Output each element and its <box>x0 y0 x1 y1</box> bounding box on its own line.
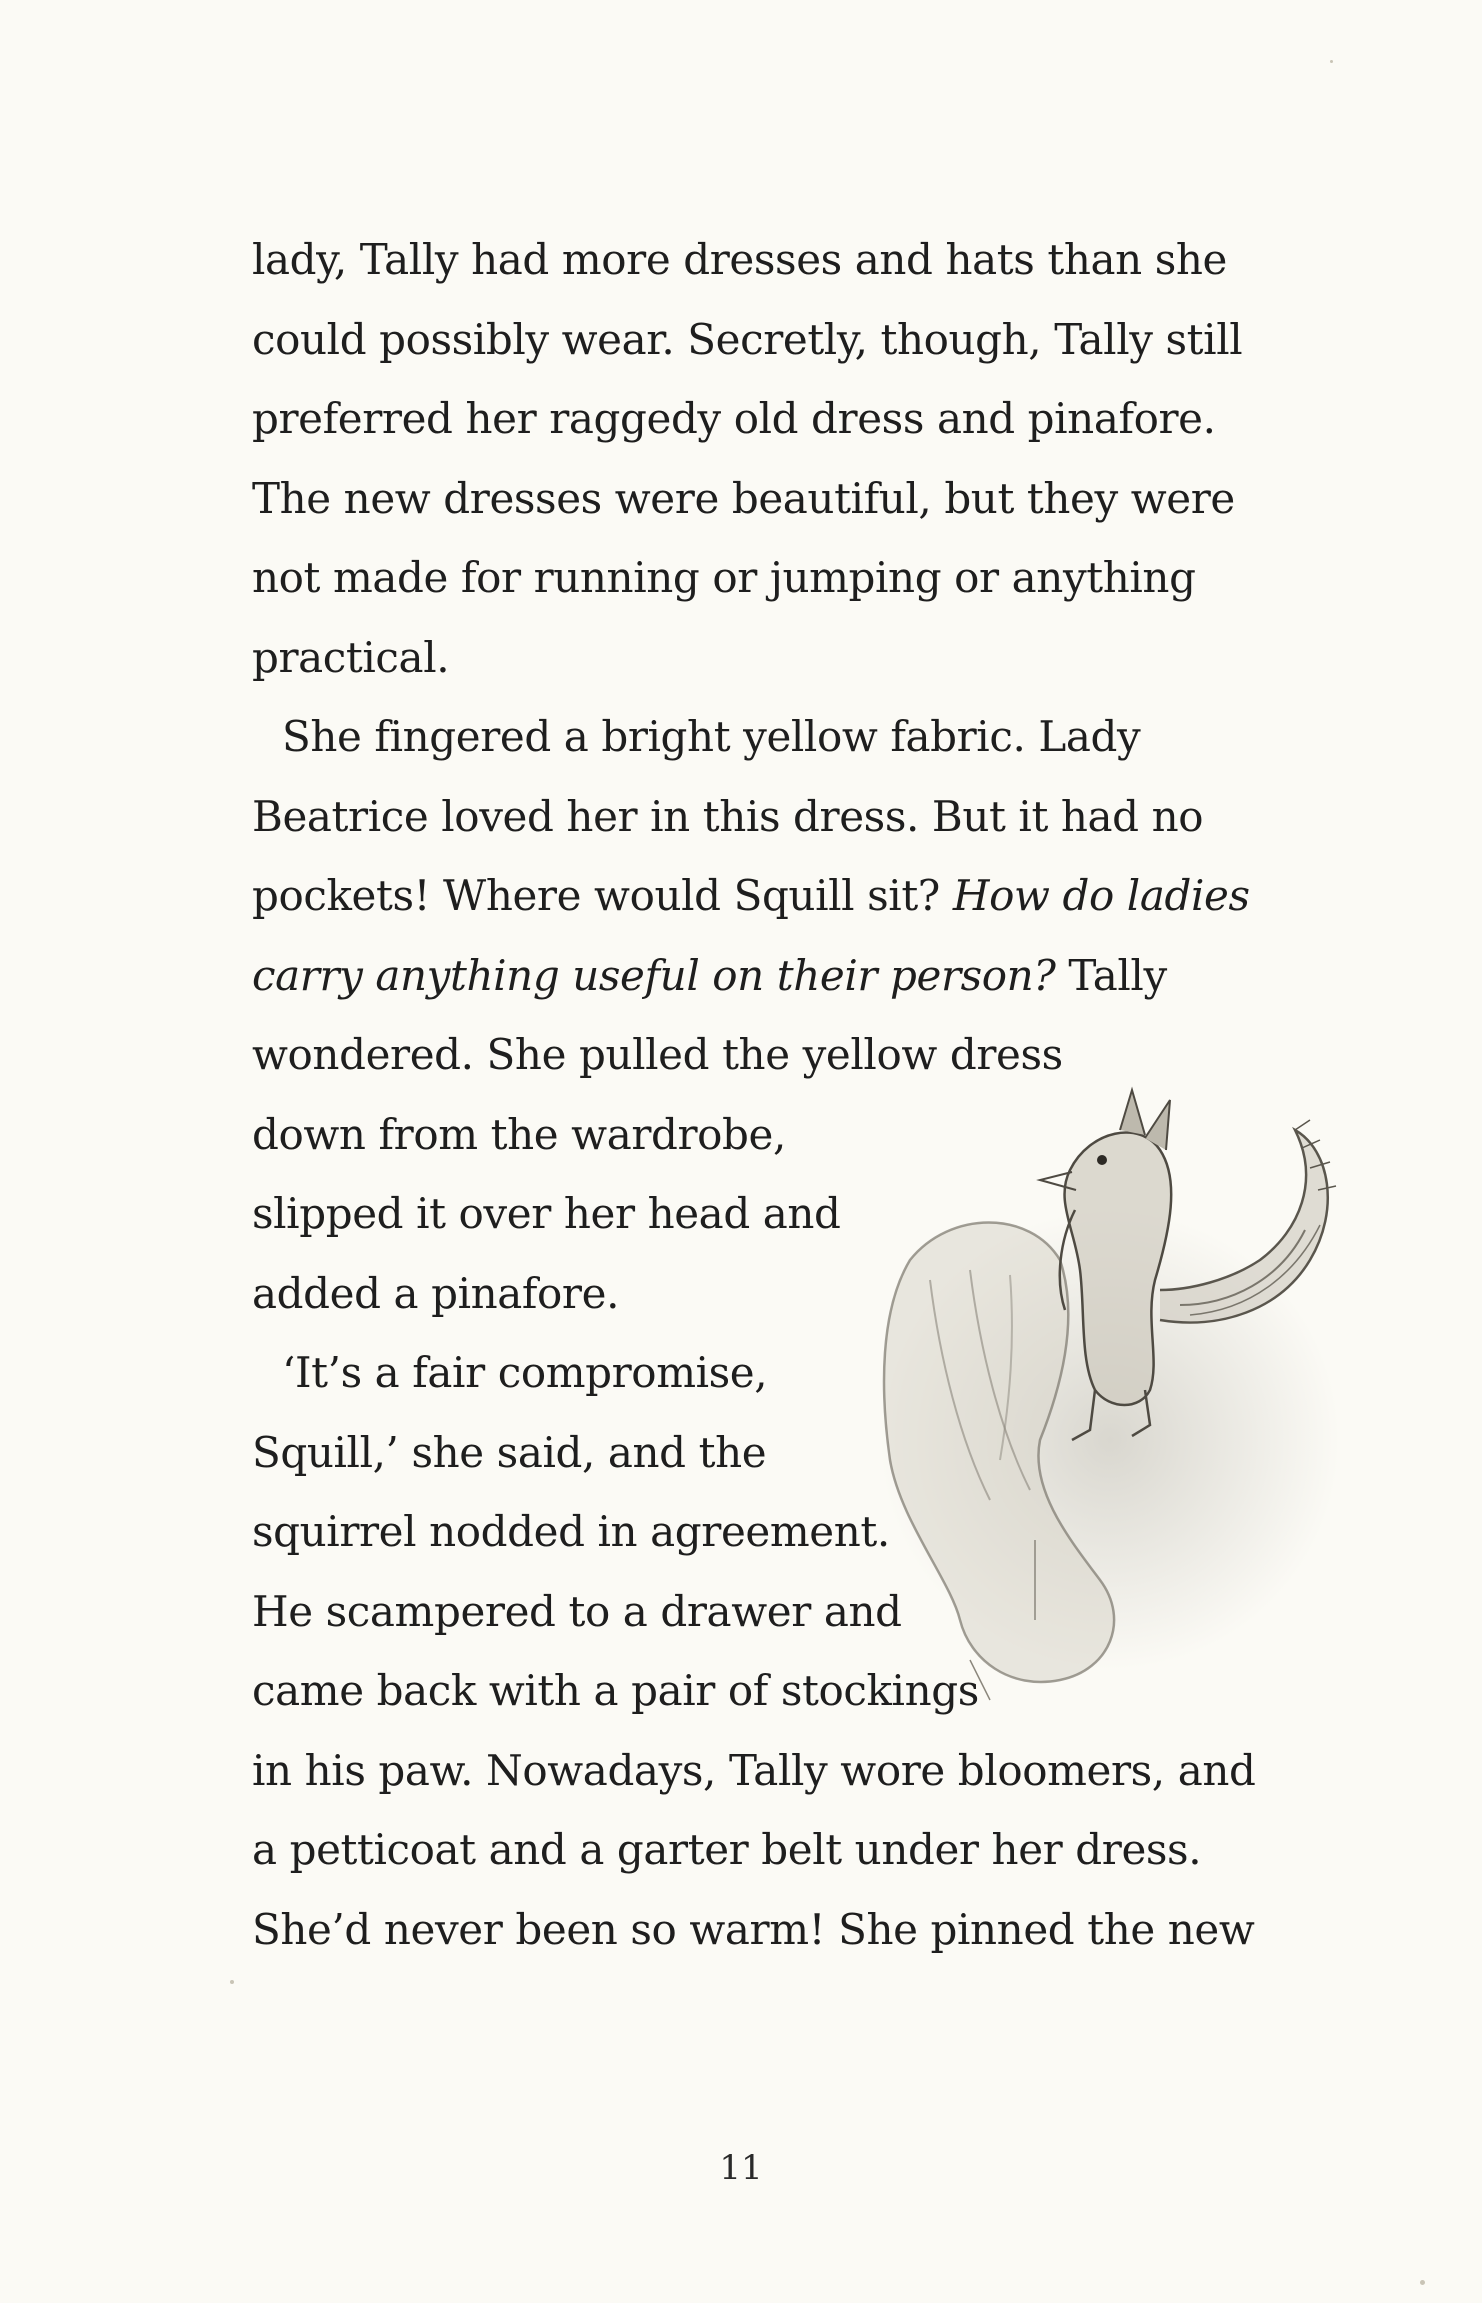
text-line <box>252 310 1242 370</box>
text-line <box>282 707 1140 767</box>
text-run: lady, Tally had more dresses and hats than she <box>252 235 1227 284</box>
text-line <box>252 548 1196 608</box>
text-line <box>252 1184 841 1244</box>
text-run: practical. <box>252 632 450 682</box>
italic-text: carry anything useful on their person? <box>252 950 1056 1000</box>
text-line <box>252 1582 902 1642</box>
paper-speck <box>1420 2280 1425 2285</box>
text-run: The new dresses were beautiful, but they were <box>252 473 1235 523</box>
text-line <box>252 1105 786 1165</box>
paper-speck <box>1330 60 1333 63</box>
text-line <box>252 866 1250 926</box>
text-run: came back with a pair of stockings <box>252 1666 979 1715</box>
text-run: slipped it over her head and <box>252 1189 841 1238</box>
text-run: She fingered a bright yellow fabric. Lady <box>282 712 1141 761</box>
text-run: wondered. She pulled the yellow dress <box>252 1030 1063 1079</box>
text-run: not made for running or jumping or anything <box>252 553 1196 602</box>
text-run: Tally <box>1055 950 1167 1000</box>
text-line <box>252 1502 890 1562</box>
text-run: squirrel nodded in agreement. <box>252 1507 890 1556</box>
page-number: 11 <box>719 2148 763 2188</box>
text-line <box>252 1820 1201 1880</box>
text-run: pockets! Where would Squill sit? <box>252 871 953 920</box>
text-line <box>252 1264 619 1324</box>
text-line <box>252 230 1227 290</box>
text-line <box>252 1741 1255 1801</box>
text-line <box>252 469 1235 529</box>
text-run: added a pinafore. <box>252 1268 620 1318</box>
text-run: in his paw. Nowadays, Tally wore bloomers, and <box>252 1745 1256 1795</box>
text-run: ‘It’s a fair compromise, <box>282 1348 768 1397</box>
text-run: a petticoat and a garter belt under her dress. <box>252 1825 1202 1874</box>
text-run: down from the wardrobe, <box>252 1109 786 1159</box>
text-line <box>252 1423 766 1483</box>
text-line <box>252 787 1203 847</box>
text-run: She’d never been so warm! She pinned the new <box>252 1904 1255 1954</box>
paper-speck <box>230 1980 234 1984</box>
text-run: could possibly wear. Secretly, though, Tally still <box>252 314 1243 364</box>
text-line <box>252 389 1216 449</box>
text-line <box>252 1900 1254 1960</box>
text-run: preferred her raggedy old dress and pinafore. <box>252 394 1216 443</box>
text-line <box>252 946 1167 1006</box>
text-run: He scampered to a drawer and <box>252 1586 902 1636</box>
text-line <box>282 1343 767 1403</box>
text-line <box>252 628 449 688</box>
text-run: Squill,’ she said, and the <box>252 1427 767 1477</box>
text-run: Beatrice loved her in this dress. But it had no <box>252 791 1204 841</box>
italic-text: How do ladies <box>952 871 1250 920</box>
squirrel-illustration <box>840 1060 1440 1710</box>
